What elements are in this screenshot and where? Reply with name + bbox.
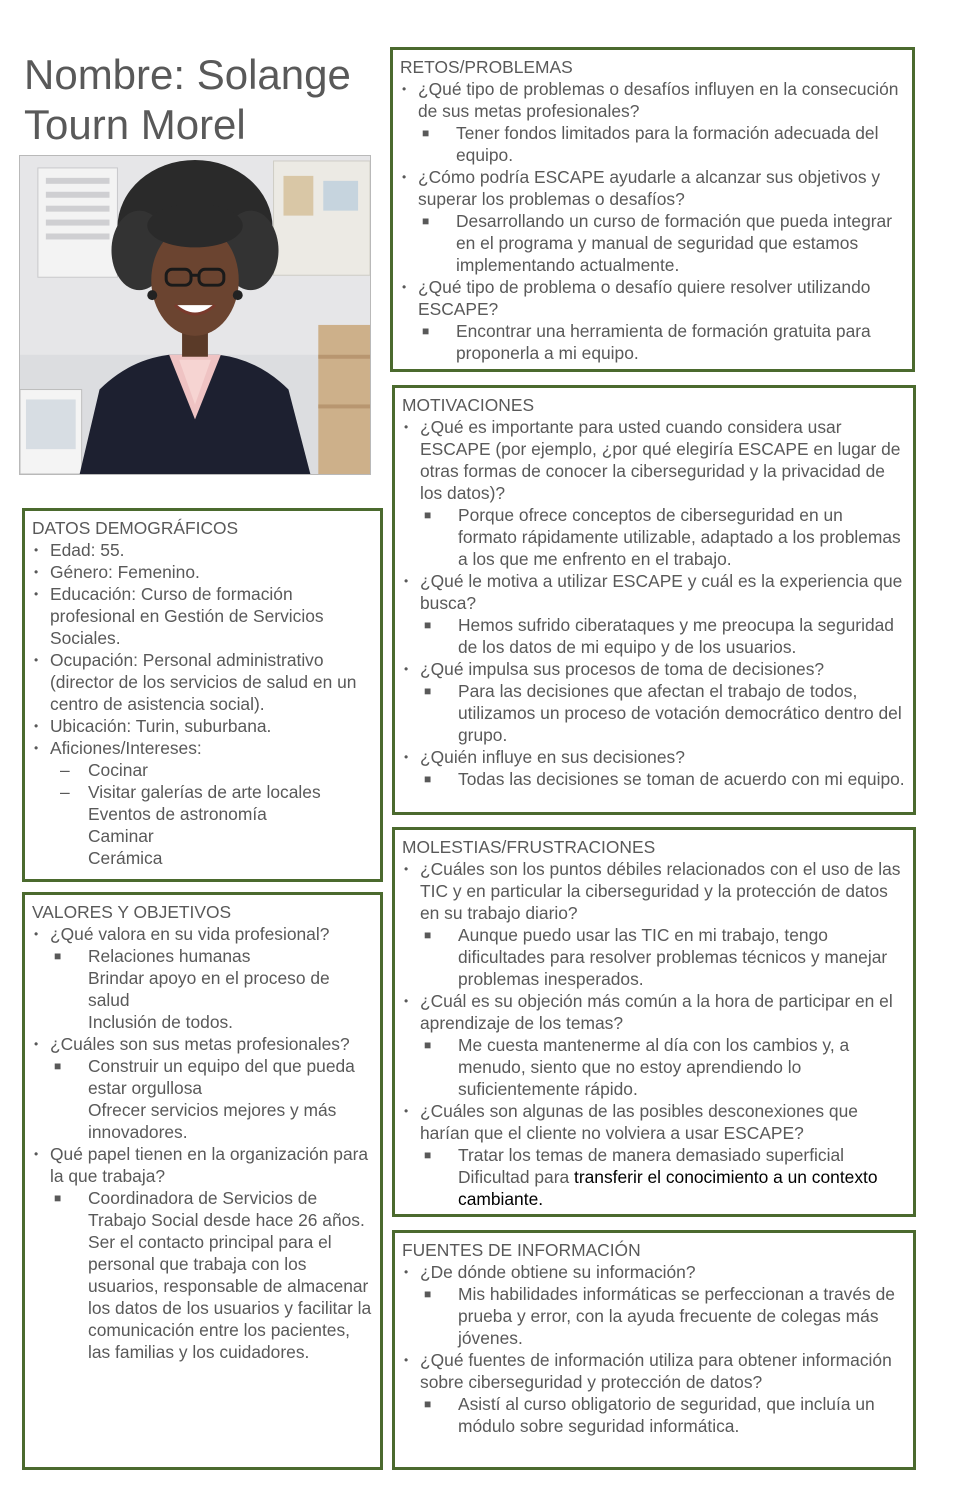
answer: ■ Hemos sufrido ciberataques y me preocupa la seguridad de los datos de mi equipo y de los usuarios.	[402, 614, 906, 658]
section-heading: FUENTES DE INFORMACIÓN	[402, 1240, 641, 1260]
datos-demograficos-box	[22, 508, 383, 882]
molestias-frustraciones-box	[392, 827, 916, 1217]
portrait-photo-icon	[20, 156, 370, 474]
demographic-item: • Aficiones/Intereses:	[32, 737, 373, 759]
answer: ■ Construir un equipo del que pueda estar orgullosa	[32, 1055, 373, 1099]
question: • ¿De dónde obtiene su información?	[402, 1261, 906, 1283]
question: • ¿Qué es importante para usted cuando considera usar ESCAPE (por ejemplo, ¿por qué elegiría ESCAPE en lugar de otras formas de conocer la ciberseguridad y la privacidad de los datos)?	[402, 416, 906, 504]
answer: ■ Aunque puedo usar las TIC en mi trabajo, tengo dificultades para resolver problemas técnicos y manejar problemas inesperados.	[402, 924, 906, 990]
answer-gray-part: Dificultad para	[458, 1167, 570, 1187]
answer: ■ Asistí al curso obligatorio de seguridad, que incluía un módulo sobre seguridad informática.	[402, 1393, 906, 1437]
section-heading: VALORES Y OBJETIVOS	[32, 902, 232, 922]
answer: ■ Relaciones humanas	[32, 945, 373, 967]
demographic-item: • Edad: 55.	[32, 539, 373, 561]
answer-continuation: Ser el contacto principal para el personal que trabaja con los usuarios, responsable de almacenar los datos de los usuarios y facilitar la comunicación entre los pacientes, las familias y los cuidadores.	[88, 1232, 372, 1362]
answer: ■ Tener fondos limitados para la formación adecuada del equipo.	[400, 122, 905, 166]
section-heading: DATOS DEMOGRÁFICOS	[32, 518, 239, 538]
answer: ■ Porque ofrece conceptos de ciberseguridad en un formato rápidamente utilizable, adaptado a los problemas a los que me enfrento en el trabajo.	[402, 504, 906, 570]
demographic-item: • Ocupación: Personal administrativo (director de los servicios de salud en un centro de asistencia social).	[32, 649, 373, 715]
hobby-item: Cerámica	[88, 848, 163, 868]
hobby-item: – Cocinar	[32, 759, 373, 781]
question: • ¿Qué le motiva a utilizar ESCAPE y cuál es la experiencia que busca?	[402, 570, 906, 614]
question: • ¿Qué tipo de problemas o desafíos influyen en la consecución de sus metas profesionales?	[400, 78, 905, 122]
hobby-item: Caminar	[88, 826, 154, 846]
question: • ¿Qué tipo de problema o desafío quiere resolver utilizando ESCAPE?	[400, 276, 905, 320]
answer-continuation: Inclusión de todos.	[88, 1012, 234, 1032]
answer: ■ Todas las decisiones se toman de acuerdo con mi equipo.	[402, 768, 906, 790]
answer-continuation	[402, 1166, 906, 1210]
section-heading: MOLESTIAS/FRUSTRACIONES	[402, 837, 656, 857]
persona-name-title: Nombre: Solange Tourn Morel	[24, 51, 351, 148]
answer: ■ Desarrollando un curso de formación que pueda integrar en el programa y manual de seguridad que estamos implementando actualmente.	[400, 210, 905, 276]
answer-continuation: Ofrecer servicios mejores y más innovadores.	[88, 1100, 337, 1142]
answer-black-part: transferir el conocimiento a un contexto cambiante.	[458, 1167, 878, 1209]
question: • Qué papel tienen en la organización para la que trabaja?	[32, 1143, 373, 1187]
question: • ¿Quién influye en sus decisiones?	[402, 746, 906, 768]
demographic-item: • Género: Femenino.	[32, 561, 373, 583]
answer-continuation: Brindar apoyo en el proceso de salud	[88, 968, 330, 1010]
demographic-item: • Ubicación: Turin, suburbana.	[32, 715, 373, 737]
answer: ■ Coordinadora de Servicios de Trabajo Social desde hace 26 años.	[32, 1187, 373, 1231]
question: • ¿Qué fuentes de información utiliza para obtener información sobre ciberseguridad y protección de datos?	[402, 1349, 906, 1393]
section-heading: MOTIVACIONES	[402, 395, 535, 415]
persona-photo	[19, 155, 371, 475]
question: • ¿Cómo podría ESCAPE ayudarle a alcanzar sus objetivos y superar los problemas o desafíos?	[400, 166, 905, 210]
question: • ¿Qué impulsa sus procesos de toma de decisiones?	[402, 658, 906, 680]
fuentes-informacion-box	[392, 1230, 916, 1470]
answer: ■ Para las decisiones que afectan el trabajo de todos, utilizamos un proceso de votación democrático dentro del grupo.	[402, 680, 906, 746]
section-heading: RETOS/PROBLEMAS	[400, 57, 573, 77]
hobby-item: Eventos de astronomía	[88, 804, 267, 824]
question: • ¿Qué valora en su vida profesional?	[32, 923, 373, 945]
motivaciones-box	[392, 385, 916, 815]
question: • ¿Cuál es su objeción más común a la hora de participar en el aprendizaje de los temas?	[402, 990, 906, 1034]
question: • ¿Cuáles son sus metas profesionales?	[32, 1033, 373, 1055]
hobby-item: – Visitar galerías de arte locales	[32, 781, 373, 803]
answer: ■ Tratar los temas de manera demasiado superficial	[402, 1144, 906, 1166]
answer: ■ Me cuesta mantenerme al día con los cambios y, a menudo, siento que no estoy aprendiendo lo suficientemente rápido.	[402, 1034, 906, 1100]
demographic-item: • Educación: Curso de formación profesional en Gestión de Servicios Sociales.	[32, 583, 373, 649]
answer: ■ Encontrar una herramienta de formación gratuita para proponerla a mi equipo.	[400, 320, 905, 364]
question: • ¿Cuáles son algunas de las posibles desconexiones que harían que el cliente no volviera a usar ESCAPE?	[402, 1100, 906, 1144]
valores-objetivos-box	[22, 892, 383, 1470]
answer: ■ Mis habilidades informáticas se perfeccionan a través de prueba y error, con la ayuda frecuente de colegas más jóvenes.	[402, 1283, 906, 1349]
question: • ¿Cuáles son los puntos débiles relacionados con el uso de las TIC y en particular la ciberseguridad y la protección de datos en su trabajo diario?	[402, 858, 906, 924]
retos-problemas-box	[390, 47, 915, 372]
